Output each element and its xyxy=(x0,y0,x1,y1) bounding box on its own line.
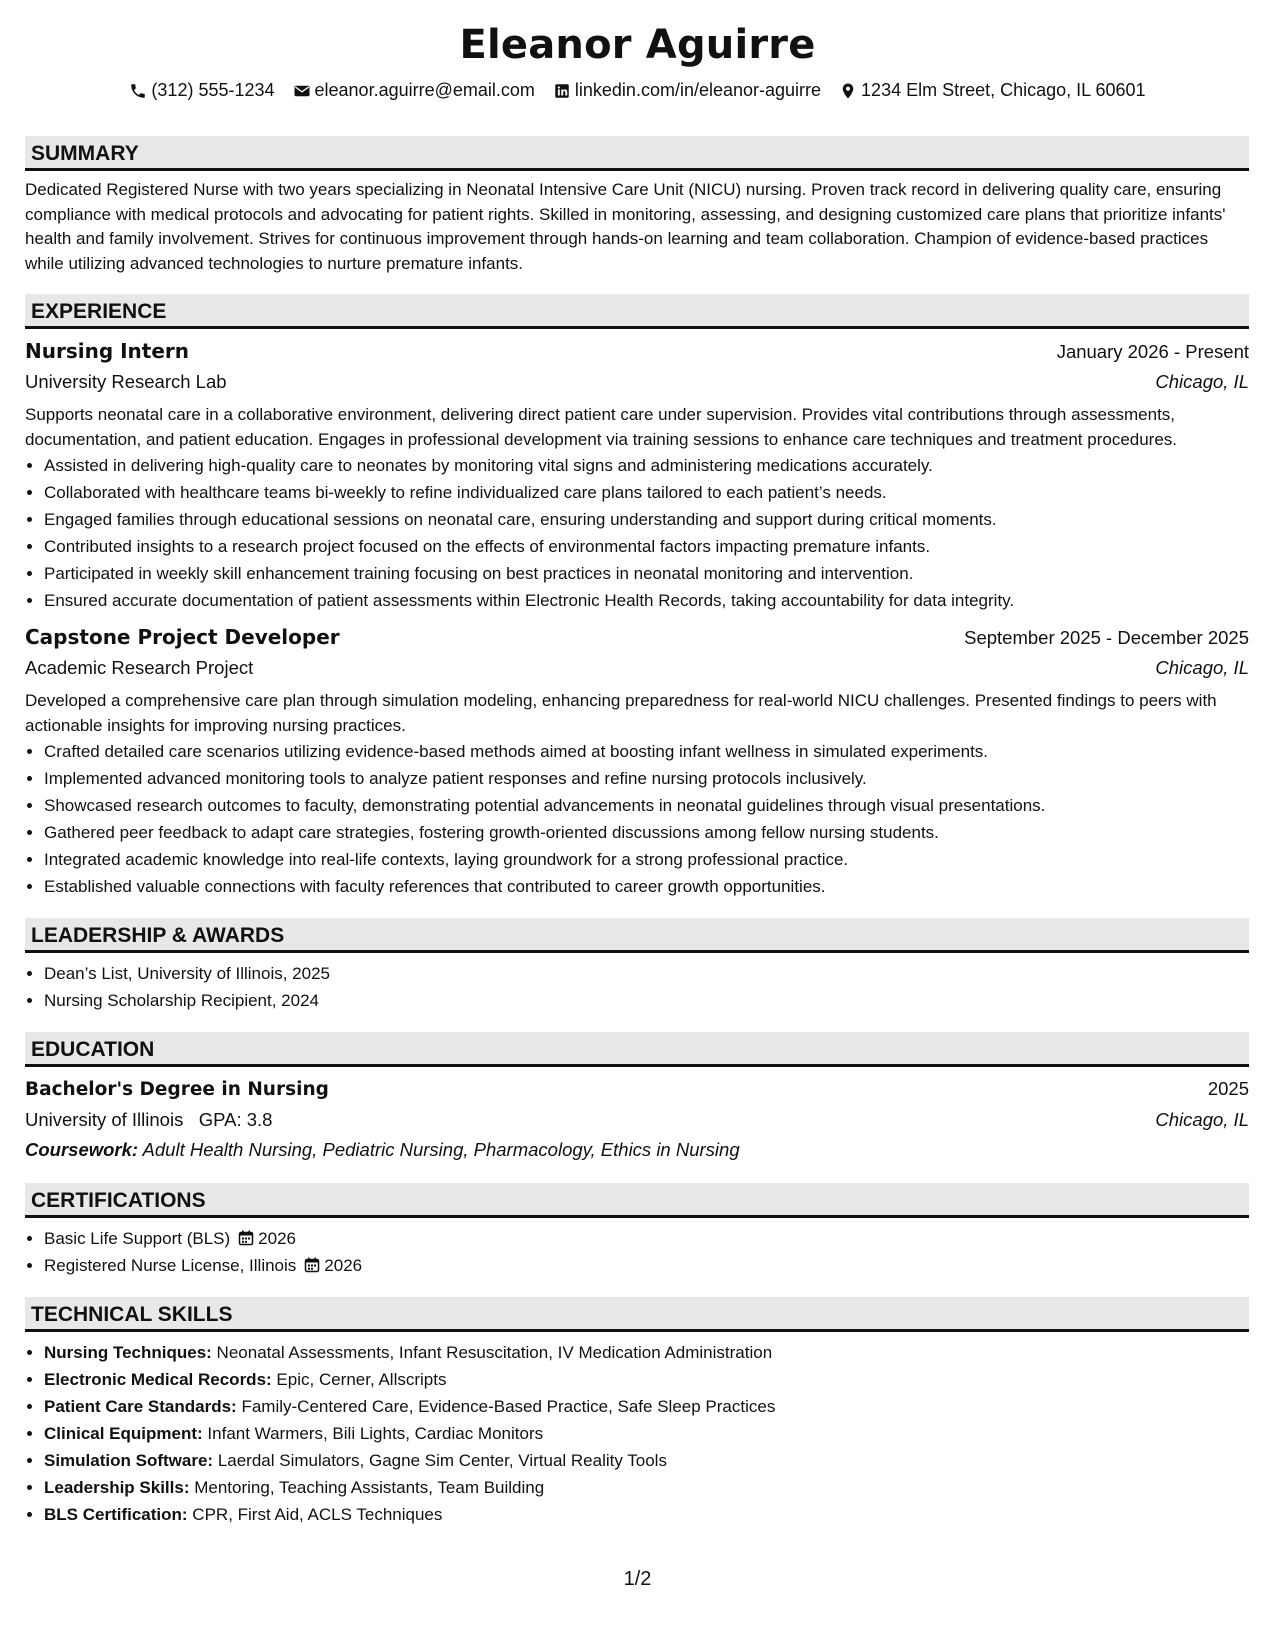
skill-value: Laerdal Simulators, Gagne Sim Center, Virtual Reality Tools xyxy=(217,1451,667,1470)
list-item xyxy=(44,1339,1249,1366)
education-heading: EDUCATION xyxy=(25,1032,1249,1067)
degree-title: Bachelor's Degree in Nursing xyxy=(25,1079,329,1100)
coursework-text: Adult Health Nursing, Pediatric Nursing, Pharmacology, Ethics in Nursing xyxy=(142,1139,740,1160)
leadership-heading: LEADERSHIP & AWARDS xyxy=(25,918,1249,953)
skill-label: Patient Care Standards: xyxy=(44,1397,237,1416)
list-item: • Assisted in delivering high-quality care to neonates by monitoring vital signs and administering medications accurately. xyxy=(44,452,1249,479)
list-item: • Participated in weekly skill enhancement training focusing on best practices in neonatal monitoring and intervention. xyxy=(44,560,1249,587)
certification-name: Registered Nurse License, Illinois xyxy=(44,1256,297,1275)
job-organization: Academic Research Project xyxy=(25,657,254,678)
skill-label: Nursing Techniques: xyxy=(44,1343,212,1362)
list-item: • Showcased research outcomes to faculty, demonstrating potential advancements in neonatal guidelines through visual presentations. xyxy=(44,792,1249,819)
resume-content xyxy=(25,136,1249,1528)
skill-value: Neonatal Assessments, Infant Resuscitation, IV Medication Administration xyxy=(216,1343,773,1362)
list-item: • Nursing Scholarship Recipient, 2024 xyxy=(44,987,1249,1014)
job-organization: University Research Lab xyxy=(25,371,227,392)
job-bullets xyxy=(25,452,1249,614)
linkedin-icon xyxy=(553,82,571,100)
skill-value: Family-Centered Care, Evidence-Based Practice, Safe Sleep Practices xyxy=(241,1397,776,1416)
certification-year: 2026 xyxy=(324,1256,363,1275)
certification-name: Basic Life Support (BLS) xyxy=(44,1229,231,1248)
job-dates: September 2025 - December 2025 xyxy=(964,627,1249,648)
job-location: Chicago, IL xyxy=(1155,657,1249,678)
candidate-name: Eleanor Aguirre xyxy=(459,22,816,68)
phone-icon xyxy=(129,82,147,100)
job-description: Supports neonatal care in a collaborative environment, delivering direct patient care under supervision. Provides vital contributions through assessments, documentation, and patient education. Engages in professional development via training sessions to enhance care techniques and treatment procedures. xyxy=(25,405,1178,449)
school-line xyxy=(25,1105,272,1135)
calendar-icon xyxy=(304,1254,320,1270)
skill-value: CPR, First Aid, ACLS Techniques xyxy=(192,1505,443,1524)
coursework-line xyxy=(25,1135,1249,1165)
school-name: University of Illinois xyxy=(25,1109,184,1130)
contact-address xyxy=(839,80,1146,101)
skill-value: Mentoring, Teaching Assistants, Team Building xyxy=(194,1478,545,1497)
list-item: • Ensured accurate documentation of patient assessments within Electronic Health Records, taking accountability for data integrity. xyxy=(44,587,1249,614)
list-item: • Dean’s List, University of Illinois, 2025 xyxy=(44,960,1249,987)
certification-year: 2026 xyxy=(258,1229,296,1248)
skills-heading: TECHNICAL SKILLS xyxy=(25,1297,1249,1332)
skill-label: Clinical Equipment: xyxy=(44,1424,203,1443)
list-item: • Implemented advanced monitoring tools to analyze patient responses and refine nursing protocols inclusively. xyxy=(44,765,1249,792)
list-item xyxy=(44,1501,1249,1528)
contact-phone[interactable] xyxy=(129,80,274,101)
skill-value: Epic, Cerner, Allscripts xyxy=(276,1370,447,1389)
experience-heading: EXPERIENCE xyxy=(25,294,1249,329)
list-item: • Collaborated with healthcare teams bi-weekly to refine individualized care plans tailored to each patient’s needs. xyxy=(44,479,1249,506)
contact-email[interactable] xyxy=(293,80,535,101)
list-item xyxy=(44,1393,1249,1420)
graduation-year: 2025 xyxy=(1207,1078,1249,1099)
list-item: • Engaged families through educational sessions on neonatal care, ensuring understanding and support during critical moments. xyxy=(44,506,1249,533)
school-location: Chicago, IL xyxy=(1155,1109,1249,1130)
leadership-list xyxy=(25,960,1249,1014)
skills-list xyxy=(25,1339,1249,1528)
phone-text: (312) 555-1234 xyxy=(151,80,275,100)
job-entry xyxy=(25,336,1249,614)
skill-label: Electronic Medical Records: xyxy=(44,1370,272,1389)
skill-label: Leadership Skills: xyxy=(44,1478,190,1497)
skill-label: BLS Certification: xyxy=(44,1505,188,1524)
coursework-label: Coursework: xyxy=(25,1139,139,1160)
gpa: GPA: 3.8 xyxy=(198,1109,273,1130)
summary-text: Dedicated Registered Nurse with two years specializing in Neonatal Intensive Care Unit (NICU) nursing. Proven track record in delivering quality care, ensuring compliance with medical protocols and advocating for patient rights. Skilled in monitoring, assessing, and designing customized care plans that prioritize infants' health and family involvement. Strives for continuous improvement through hands-on learning and team collaboration. Champion of evidence-based practices while utilizing advanced technologies to nurture premature infants. xyxy=(25,180,1226,273)
skill-value: Infant Warmers, Bili Lights, Cardiac Monitors xyxy=(207,1424,544,1443)
education-entry xyxy=(25,1074,1249,1165)
list-item xyxy=(44,1447,1249,1474)
job-bullets xyxy=(25,738,1249,900)
list-item: • Gathered peer feedback to adapt care strategies, fostering growth-oriented discussions among fellow nursing students. xyxy=(44,819,1249,846)
job-entry xyxy=(25,622,1249,900)
map-pin-icon xyxy=(839,82,857,100)
list-item xyxy=(44,1420,1249,1447)
email-text: eleanor.aguirre@email.com xyxy=(314,80,535,100)
address-text: 1234 Elm Street, Chicago, IL 60601 xyxy=(861,80,1146,100)
page-number: 1/2 xyxy=(623,1568,652,1590)
contact-linkedin[interactable] xyxy=(553,80,821,101)
list-item xyxy=(44,1252,1249,1279)
envelope-icon xyxy=(293,82,311,100)
list-item: • Integrated academic knowledge into real-life contexts, laying groundwork for a strong professional practice. xyxy=(44,846,1249,873)
list-item: • Crafted detailed care scenarios utilizing evidence-based methods aimed at boosting infant wellness in simulated experiments. xyxy=(44,738,1249,765)
certifications-list xyxy=(25,1225,1249,1279)
list-item: • Contributed insights to a research project focused on the effects of environmental factors impacting premature infants. xyxy=(44,533,1249,560)
certifications-heading: CERTIFICATIONS xyxy=(25,1183,1249,1218)
summary-heading: SUMMARY xyxy=(25,136,1249,171)
list-item: • Established valuable connections with faculty references that contributed to career growth opportunities. xyxy=(44,873,1249,900)
job-description: Developed a comprehensive care plan through simulation modeling, enhancing preparedness for real-world NICU challenges. Presented findings to peers with actionable insights for improving nursing practices. xyxy=(25,691,1217,735)
job-location: Chicago, IL xyxy=(1155,371,1249,392)
calendar-icon xyxy=(238,1227,254,1243)
skill-label: Simulation Software: xyxy=(44,1451,214,1470)
linkedin-text: linkedin.com/in/eleanor-aguirre xyxy=(574,80,822,100)
job-dates: January 2026 - Present xyxy=(1056,341,1249,362)
list-item xyxy=(44,1474,1249,1501)
job-title: Nursing Intern xyxy=(25,339,190,363)
list-item xyxy=(44,1225,1249,1252)
job-title: Capstone Project Developer xyxy=(25,625,340,649)
contact-bar xyxy=(0,80,1275,101)
list-item xyxy=(44,1366,1249,1393)
